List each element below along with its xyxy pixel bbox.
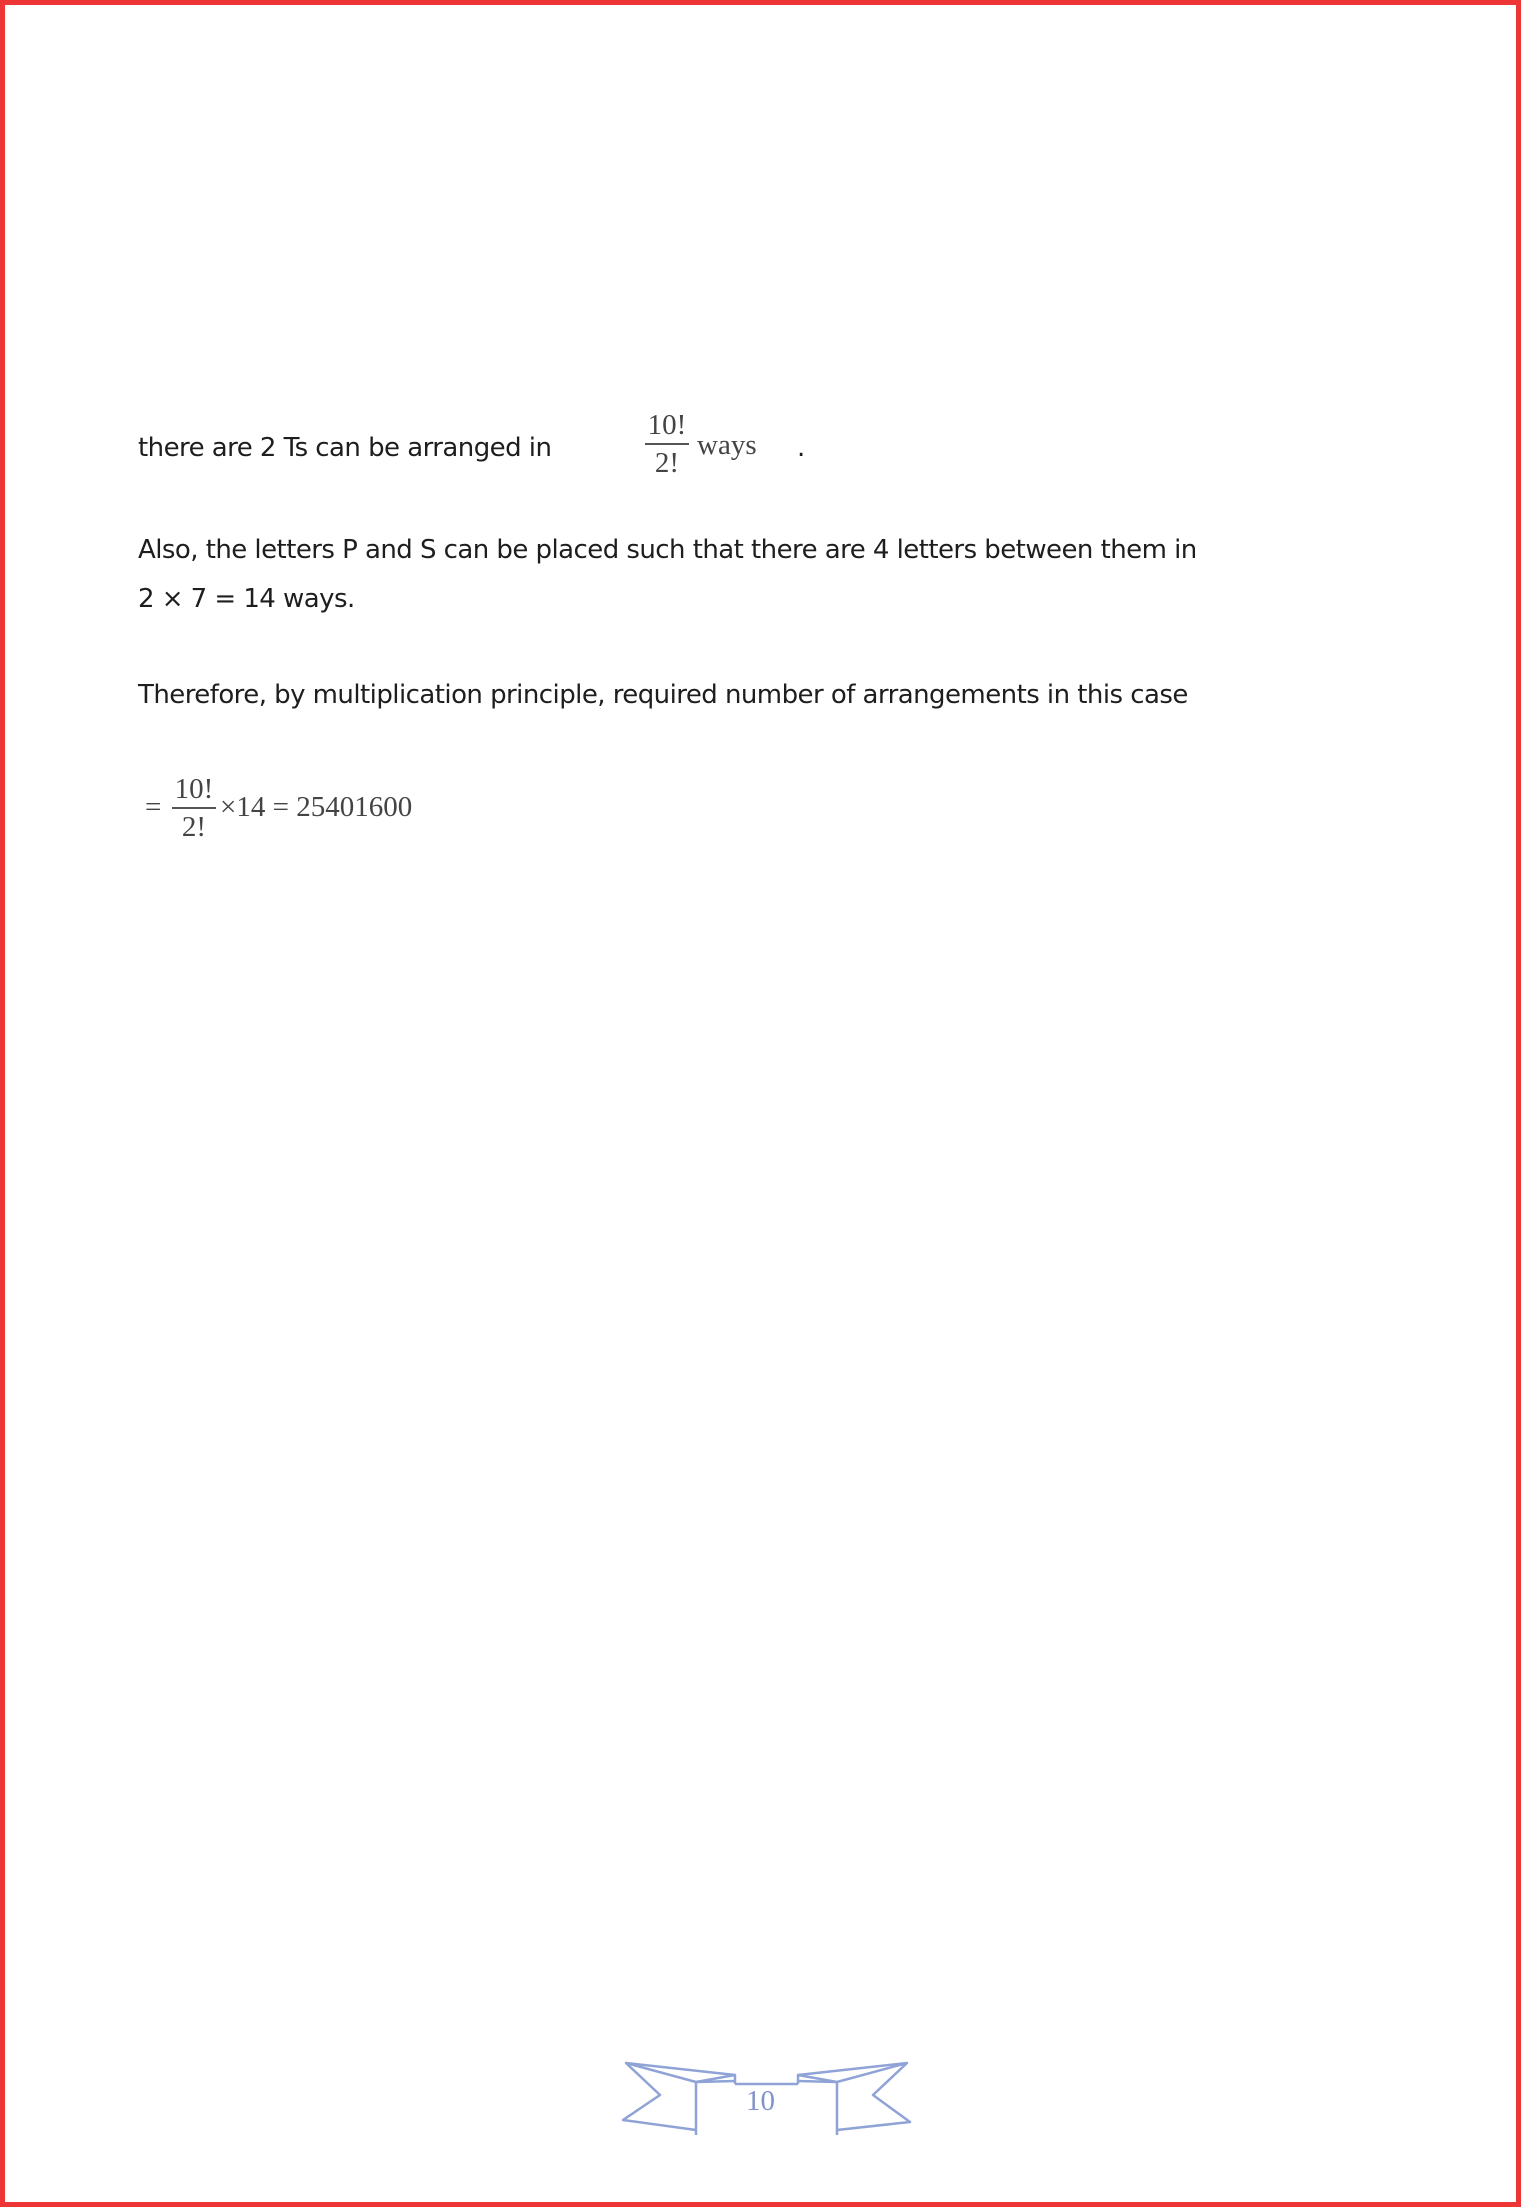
fraction-bar (645, 443, 689, 445)
equation-fraction-bar (172, 807, 216, 809)
paragraph-line-4: Therefore, by multiplication principle, required number of arrangements in this case (138, 680, 1188, 710)
fraction-denominator: 2! (654, 446, 680, 479)
equation-equals: = (145, 791, 162, 823)
page-number: 10 (746, 2085, 775, 2117)
period: . (797, 433, 805, 463)
paragraph-line-2: Also, the letters P and S can be placed such that there are 4 letters between them in (138, 535, 1197, 565)
fraction-10-over-2 (645, 409, 689, 479)
equation-denominator: 2! (181, 810, 207, 843)
paragraph-line-3: 2 × 7 = 14 ways. (138, 584, 355, 614)
equation-numerator: 10! (174, 773, 214, 805)
paragraph-line-1: there are 2 Ts can be arranged in (138, 433, 552, 463)
equation-result: ×14 = 25401600 (220, 791, 413, 823)
fraction-numerator: 10! (647, 409, 687, 441)
ways-label: ways (697, 429, 757, 461)
equation-fraction (172, 773, 216, 843)
